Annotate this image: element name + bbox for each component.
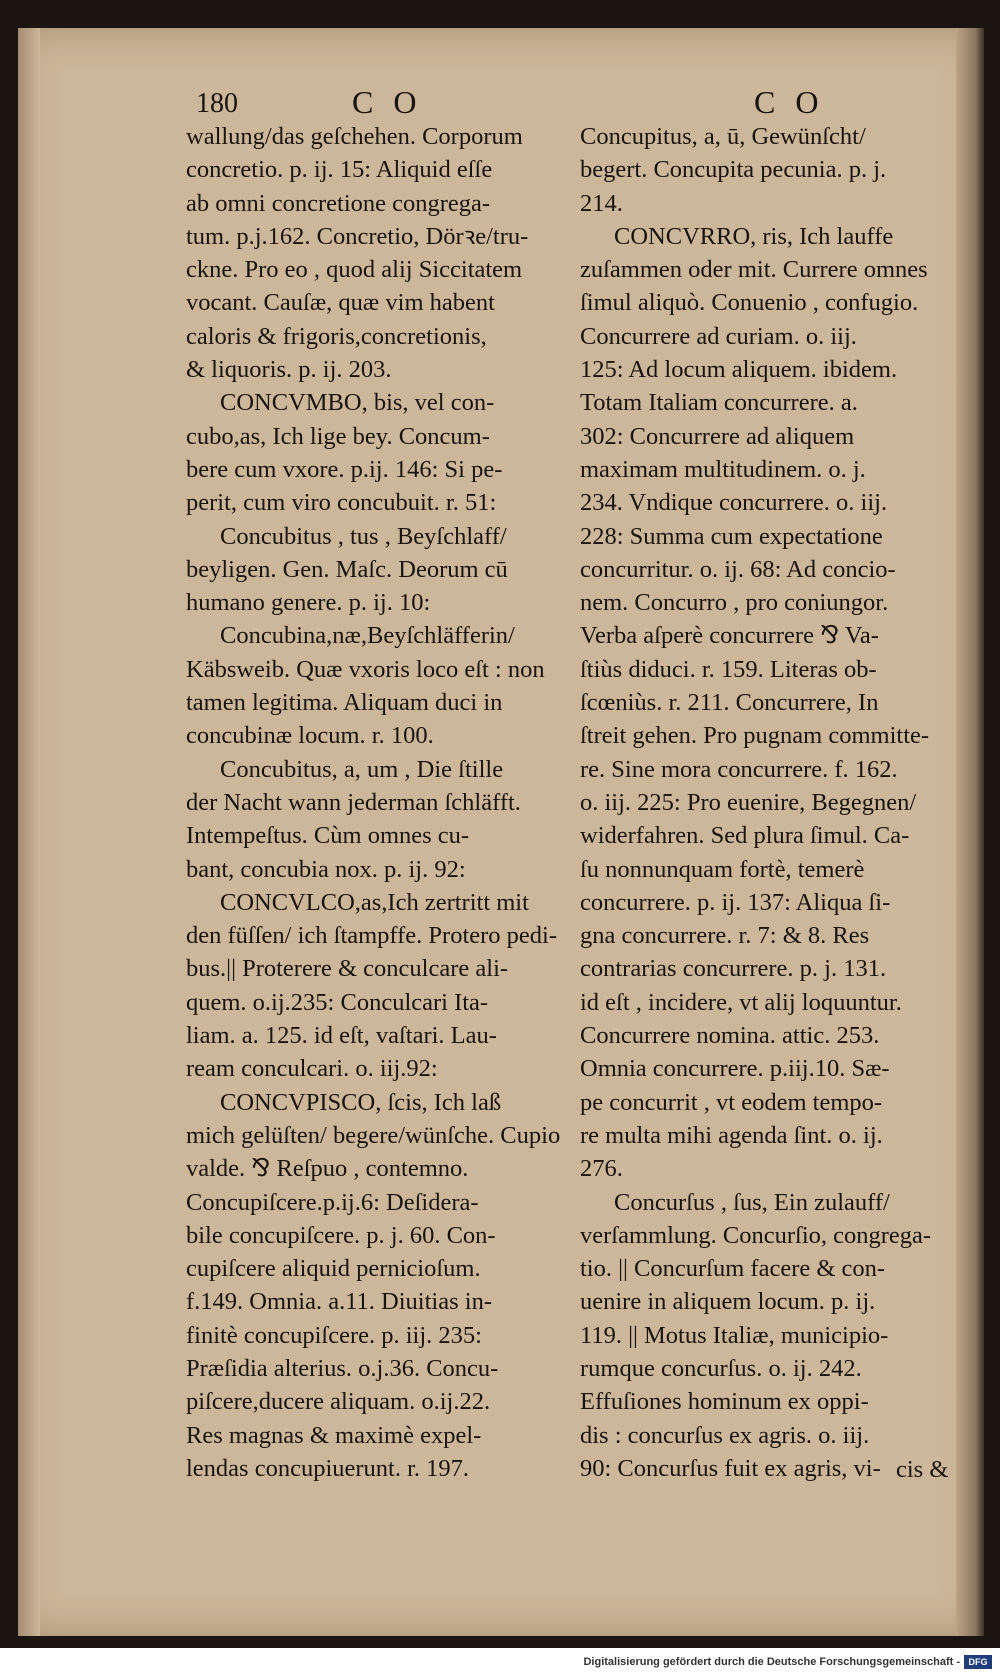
text-line: CONCVRRO, ris, Ich lauffe [614,222,894,250]
text-line: quem. o.ij.235: Conculcari Ita- [186,988,489,1016]
text-line: bant, concubia nox. p. ij. 92: [186,855,466,883]
text-line: concurrere. p. ij. 137: Aliqua ſi- [580,888,891,916]
text-line: der Nacht wann jederman ſchläfft. [186,788,521,816]
text-line: Käbsweib. Quæ vxoris loco eſt : non [186,655,545,683]
running-head-left: C O [352,84,423,120]
text-line: Res magnas & maximè expel- [186,1421,482,1449]
text-line: verſammlung. Concurſio, congrega- [580,1221,932,1249]
text-line: tio. || Concurſum facere & con- [580,1255,886,1283]
text-line: Effuſiones hominum ex oppi- [580,1388,869,1416]
catchword: cis & [896,1456,949,1483]
text-line: CONCVLCO,as,Ich zertritt mit [220,888,529,916]
text-line: 302: Concurrere ad aliquem [580,422,855,450]
text-line: cubo,as, Ich lige bey. Concum- [186,422,490,450]
text-line: Omnia concurrere. p.iij.10. Sæ- [580,1055,890,1083]
text-line: tum. p.j.162. Concretio, Dörꝛe/tru- [186,222,529,250]
text-line: ckne. Pro eo , quod alij Siccitatem [186,256,523,284]
text-line: Concurſus , ſus, Ein zulauff/ [614,1188,890,1216]
text-line: beyligen. Gen. Maſc. Deorum cū [186,555,508,583]
text-line: 125: Ad locum aliquem. ibidem. [580,356,898,384]
text-line: uenire in aliquem locum. p. ij. [580,1288,876,1316]
text-line: maximam multitudinem. o. j. [580,455,866,483]
text-line: caloris & frigoris,concretionis, [186,322,487,350]
page-number: 180 [196,88,238,119]
page-left-edge [18,28,40,1636]
text-line: id eſt , incidere, vt alij loquuntur. [580,988,902,1016]
text-line: rumque concurſus. o. ij. 242. [580,1354,862,1382]
text-line: Concubitus , tus , Beyſchlaff/ [220,522,507,550]
text-line: 90: Concurſus fuit ex agris, vi- [580,1454,881,1482]
text-line: ream conculcari. o. iij.92: [186,1055,438,1083]
dfg-logo: DFG [964,1655,992,1669]
text-line: concretio. p. ij. 15: Aliquid eſſe [186,156,493,184]
text-line: Concurrere ad curiam. o. iij. [580,322,857,350]
text-line: 119. || Motus Italiæ, municipio- [580,1321,889,1349]
text-line: ſcœniùs. r. 211. Concurrere, In [580,689,879,717]
text-line: nem. Concurro , pro coniungor. [580,589,889,617]
text-line: o. iij. 225: Pro euenire, Begegnen/ [580,788,917,816]
text-line: contrarias concurrere. p. j. 131. [580,955,887,983]
text-line: mich gelüſten/ begere/wünſche. Cupio [186,1121,561,1149]
text-line: ab omni concretione congrega- [186,189,491,217]
text-line: Concubina,næ,Beyſchläfferin/ [220,622,515,650]
text-line: bus.|| Proterere & conculcare ali- [186,955,509,983]
text-line: dis : concurſus ex agris. o. iij. [580,1421,870,1449]
text-line: valde. ⅋ Reſpuo , contemno. [186,1155,469,1183]
text-line: Concupiſcere.p.ij.6: Deſidera- [186,1188,479,1216]
text-line: Verba aſperè concurrere ⅋ Va- [580,622,879,650]
text-line: f.149. Omnia. a.11. Diuitias in- [186,1288,492,1316]
text-line: CONCVPISCO, ſcis, Ich laß [220,1088,502,1116]
text-line: re. Sine mora concurrere. f. 162. [580,755,898,783]
text-line: Concurrere nomina. attic. 253. [580,1022,880,1050]
text-line: begert. Concupita pecunia. p. j. [580,156,887,184]
text-line: ſtiùs diduci. r. 159. Literas ob- [580,655,877,683]
text-line: Intempeſtus. Cùm omnes cu- [186,822,470,850]
text-line: concubinæ locum. r. 100. [186,722,434,750]
text-line: 228: Summa cum expectatione [580,522,883,550]
text-line: piſcere,ducere aliquam. o.ij.22. [186,1388,491,1416]
text-line: widerfahren. Sed plura ſimul. Ca- [580,822,910,850]
text-line: CONCVMBO, bis, vel con- [220,389,495,417]
text-line: tamen legitima. Aliquam duci in [186,689,503,717]
funding-credit: Digitalisierung gefördert durch die Deutsche Forschungsgemeinschaft - [583,1656,960,1668]
text-line: vocant. Cauſæ, quæ vim habent [186,289,495,317]
text-line: ſu nonnunquam fortè, temerè [580,855,865,883]
text-line: 214. [580,189,623,217]
text-line: 234. Vndique concurrere. o. iij. [580,489,888,517]
text-line: finitè concupiſcere. p. iij. 235: [186,1321,482,1349]
running-head-right: C O [754,84,825,120]
text-line: wallung/das geſchehen. Corporum [186,123,523,150]
text-line: perit, cum viro concubuit. r. 51: [186,489,497,517]
digitization-footer [0,1648,1000,1676]
text-line: pe concurrit , vt eodem tempo- [580,1088,883,1116]
text-line: humano genere. p. ij. 10: [186,589,431,617]
text-line: zuſammen oder mit. Currere omnes [580,256,928,284]
text-line: den füſſen/ ich ſtampffe. Protero pedi- [186,922,558,950]
page-header [0,84,1000,124]
text-line: 276. [580,1155,623,1183]
text-line: bile concupiſcere. p. j. 60. Con- [186,1221,496,1249]
text-line: re multa mihi agenda ſint. o. ij. [580,1121,883,1149]
text-line: Totam Italiam concurrere. a. [580,389,858,417]
left-text-column [186,120,574,1485]
text-line: liam. a. 125. id eſt, vaſtari. Lau- [186,1022,497,1050]
text-line: Præſidia alterius. o.j.36. Concu- [186,1354,499,1382]
text-line: concurritur. o. ij. 68: Ad concio- [580,555,896,583]
text-line: gna concurrere. r. 7: & 8. Res [580,922,870,950]
text-line: lendas concupiuerunt. r. 197. [186,1454,470,1482]
text-line: ſimul aliquò. Conuenio , confugio. [580,289,919,317]
text-line: Concupitus, a, ū, Gewünſcht/ [580,123,866,150]
text-line: Concubitus, a, um , Die ſtille [220,755,504,783]
text-line: ſtreit gehen. Pro pugnam committe- [580,722,930,750]
text-line: & liquoris. p. ij. 203. [186,356,392,384]
text-line: cupiſcere aliquid pernicioſum. [186,1255,481,1283]
right-text-column [580,120,968,1485]
text-line: bere cum vxore. p.ij. 146: Si pe- [186,455,503,483]
